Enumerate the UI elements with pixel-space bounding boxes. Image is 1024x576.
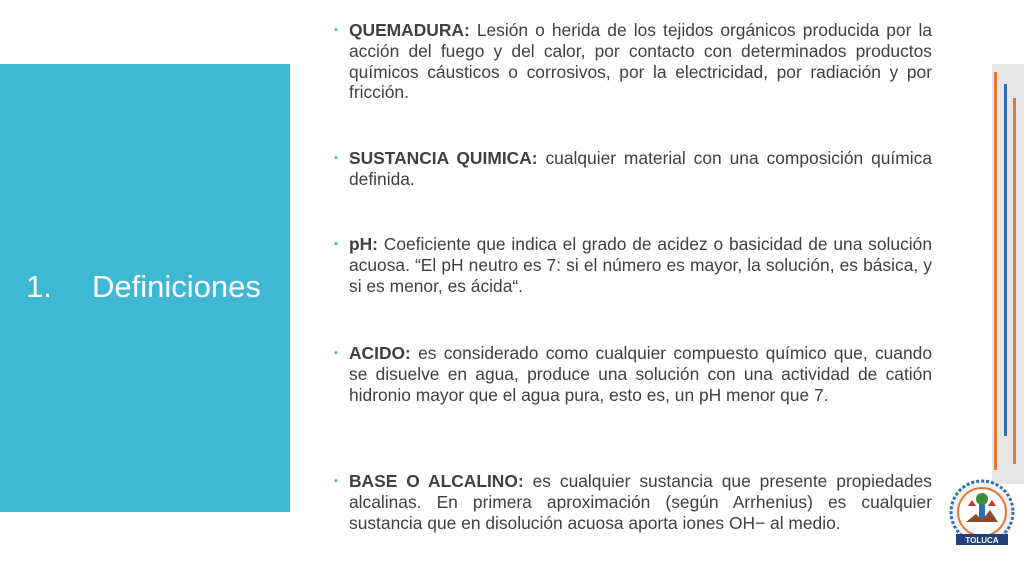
definition-text: cualquier material con una composición química definida. <box>349 148 932 189</box>
definition-acido <box>332 343 932 405</box>
definition-term: QUEMADURA: <box>349 20 470 40</box>
bullet-icon: ▪ <box>334 238 338 250</box>
bullet-icon: ▪ <box>334 475 338 487</box>
definition-term: ACIDO: <box>349 343 411 363</box>
bullet-icon: ▪ <box>334 152 338 164</box>
bullet-icon: ▪ <box>334 347 338 359</box>
definition-ph <box>332 234 932 296</box>
definition-text: Coeficiente que indica el grado de acidez o basicidad de una solución acuosa. “El pH neutro es 7: si el número es mayor, la solución, es básica, y si es menor, es ácida“. <box>349 234 932 296</box>
definition-text: Lesión o herida de los tejidos orgánicos producida por la acción del fuego y del calor, por contacto con determinados productos químicos cáusticos o corrosivos, por la electricidad, por radiación y por fricción. <box>349 20 932 103</box>
institution-logo <box>946 478 1018 550</box>
section-heading <box>26 268 261 306</box>
orange-stripe <box>1013 98 1016 464</box>
orange-stripe <box>994 72 997 470</box>
section-title: Definiciones <box>92 269 261 304</box>
definition-text: es cualquier sustancia que presente propiedades alcalinas. En primera aproximación (según Arrhenius) es cualquier sustancia que en disolución acuosa aporta iones OH− al medio. <box>349 471 932 533</box>
bullet-icon: ▪ <box>334 24 338 36</box>
definition-base-alcalino <box>332 471 932 533</box>
definition-term: BASE O ALCALINO: <box>349 471 524 491</box>
definition-sustancia-quimica <box>332 148 932 190</box>
definition-text: es considerado como cualquier compuesto químico que, cuando se disuelve en agua, produce una solución con una actividad de catión hidronio mayor que el agua pura, esto es, un pH menor que 7. <box>349 343 932 405</box>
logo-text: TOLUCA <box>965 536 999 545</box>
definition-term: SUSTANCIA QUIMICA: <box>349 148 538 168</box>
blue-stripe <box>1004 84 1007 436</box>
definition-quemadura <box>332 20 932 103</box>
definition-term: pH: <box>349 234 378 254</box>
section-number: 1. <box>26 269 52 304</box>
